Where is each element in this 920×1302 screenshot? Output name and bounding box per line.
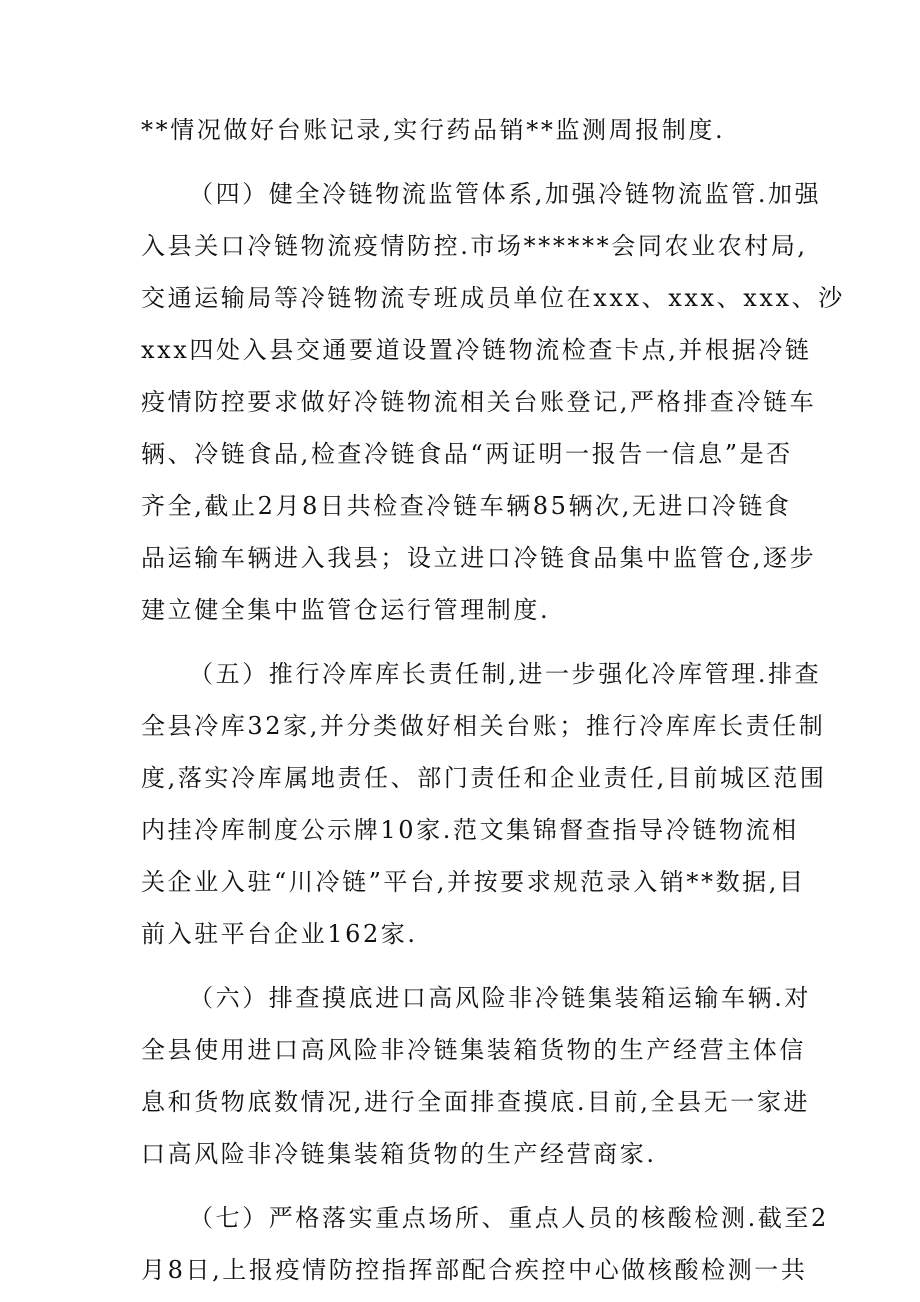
text-line: 全县使用进口高风险非冷链集装箱货物的生产经营主体信 (141, 1036, 806, 1064)
paragraph-four-heading-line: （四）健全冷链物流监管体系,加强冷链物流监管.加强 (189, 180, 822, 208)
text-line: **情况做好台账记录,实行药品销**监测周报制度. (141, 116, 726, 144)
text-line: 关企业入驻“川冷链”平台,并按要求规范录入销**数据,目 (141, 868, 806, 896)
paragraph-six-heading-line: （六）排查摸底进口高风险非冷链集装箱运输车辆.对 (189, 984, 812, 1012)
text-line: 辆、冷链食品,检查冷链食品“两证明一报告一信息”是否 (141, 440, 793, 468)
text-line: 品运输车辆进入我县；设立进口冷链食品集中监管仓,逐步 (141, 544, 817, 572)
text-line: 度,落实冷库属地责任、部门责任和企业责任,目前城区范围 (141, 764, 827, 792)
text-line: 疫情防控要求做好冷链物流相关台账登记,严格排查冷链车 (141, 388, 817, 416)
text-line: 入县关口冷链物流疫情防控.市场******会同农业农村局, (141, 232, 808, 260)
paragraph-five-heading-line: （五）推行冷库库长责任制,进一步强化冷库管理.排查 (189, 660, 822, 688)
paragraph-seven-heading-line: （七）严格落实重点场所、重点人员的核酸检测.截至2 (189, 1204, 829, 1232)
text-line: 前入驻平台企业162家. (141, 920, 418, 948)
text-line: 息和货物底数情况,进行全面排查摸底.目前,全县无一家进 (141, 1088, 811, 1116)
document-body (141, 104, 845, 1296)
text-line: 交通运输局等冷链物流专班成员单位在xxx、xxx、xxx、沙 (141, 284, 845, 312)
text-line: 口高风险非冷链集装箱货物的生产经营商家. (141, 1140, 657, 1168)
text-line: 月8日,上报疫情防控指挥部配合疾控中心做核酸检测一共 (141, 1256, 808, 1284)
text-line: 建立健全集中监管仓运行管理制度. (141, 596, 551, 624)
text-line: 齐全,截止2月8日共检查冷链车辆85辆次,无进口冷链食 (141, 492, 792, 520)
text-line: 内挂冷库制度公示牌10家.范文集锦督查指导冷链物流相 (141, 816, 799, 844)
text-line: xxx四处入县交通要道设置冷链物流检查卡点,并根据冷链 (141, 336, 812, 364)
text-line: 全县冷库32家,并分类做好相关台账；推行冷库库长责任制 (141, 712, 826, 740)
